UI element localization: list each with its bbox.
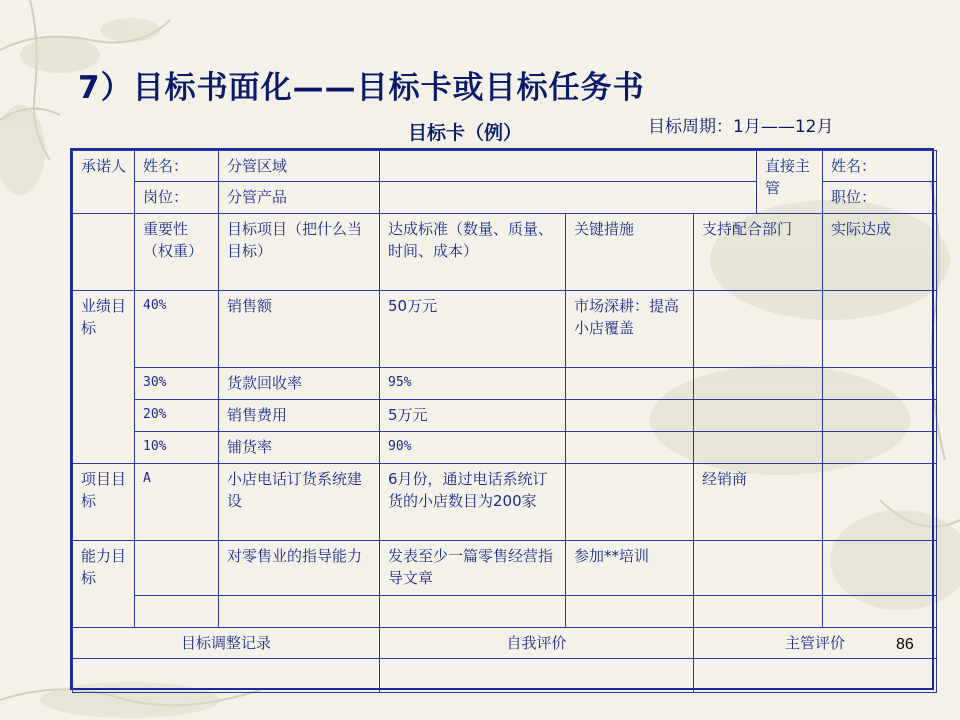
weight-cell: 10% xyxy=(135,432,219,464)
self-eval-value xyxy=(380,659,694,693)
item-cell: 小店电话订货系统建设 xyxy=(219,464,380,541)
standard-cell: 90% xyxy=(380,432,566,464)
target-period: 目标周期：1月——12月 xyxy=(648,117,834,137)
table-row xyxy=(73,596,937,628)
standard-cell: 6月份，通过电话系统订货的小店数目为200家 xyxy=(380,464,566,541)
measures-cell xyxy=(566,368,694,400)
support-cell xyxy=(694,368,823,400)
standard-cell: 发表至少一篇零售经营指导文章 xyxy=(380,541,566,596)
column-header-row xyxy=(73,214,937,291)
support-cell xyxy=(694,432,823,464)
table-row xyxy=(73,368,937,400)
standard-header: 达成标准（数量、质量、时间、成本） xyxy=(380,214,566,291)
actual-cell xyxy=(823,464,937,541)
measures-cell xyxy=(566,400,694,432)
supervisor-eval-value xyxy=(694,659,937,693)
measures-cell xyxy=(566,464,694,541)
supervisor-label: 直接主管 xyxy=(757,151,823,214)
page-number: 86 xyxy=(896,636,914,653)
weight-cell xyxy=(135,541,219,596)
support-cell xyxy=(694,291,823,368)
supervisor-eval-label: 主管评价 xyxy=(694,628,937,659)
measures-cell: 参加**培训 xyxy=(566,541,694,596)
page-title: 7）目标书面化——目标卡或目标任务书 xyxy=(78,70,645,106)
weight-cell: 30% xyxy=(135,368,219,400)
ability-label: 能力目标 xyxy=(73,541,135,628)
name-label: 姓名： xyxy=(135,151,219,182)
empty-cell xyxy=(380,596,566,628)
table-row xyxy=(73,464,937,541)
perf-label: 业绩目标 xyxy=(73,291,135,464)
area-value xyxy=(380,151,757,182)
support-header: 支持配合部门 xyxy=(694,214,823,291)
blank-cell xyxy=(73,214,135,291)
standard-cell: 95% xyxy=(380,368,566,400)
target-card-table xyxy=(70,148,934,690)
table-row xyxy=(73,400,937,432)
support-cell xyxy=(694,541,823,596)
importance-header: 重要性（权重） xyxy=(135,214,219,291)
empty-cell xyxy=(566,596,694,628)
standard-cell: 5万元 xyxy=(380,400,566,432)
actual-header: 实际达成 xyxy=(823,214,937,291)
actual-cell xyxy=(823,400,937,432)
area-label: 分管区域 xyxy=(219,151,380,182)
actual-cell xyxy=(823,291,937,368)
adjust-record-label: 目标调整记录 xyxy=(73,628,380,659)
product-value xyxy=(380,182,757,214)
table-row xyxy=(73,541,937,596)
item-cell: 铺货率 xyxy=(219,432,380,464)
item-cell: 对零售业的指导能力 xyxy=(219,541,380,596)
product-label: 分管产品 xyxy=(219,182,380,214)
table-row xyxy=(73,291,937,368)
project-label: 项目目标 xyxy=(73,464,135,541)
supervisor-name-label: 姓名： xyxy=(823,151,937,182)
empty-cell xyxy=(219,596,380,628)
self-eval-label: 自我评价 xyxy=(380,628,694,659)
empty-cell xyxy=(135,596,219,628)
promisor-label: 承诺人 xyxy=(73,151,135,214)
standard-cell: 50万元 xyxy=(380,291,566,368)
measures-header: 关键措施 xyxy=(566,214,694,291)
weight-cell: A xyxy=(135,464,219,541)
supervisor-post-label: 职位： xyxy=(823,182,937,214)
actual-cell xyxy=(823,541,937,596)
table-row xyxy=(73,432,937,464)
item-cell: 销售额 xyxy=(219,291,380,368)
weight-cell: 20% xyxy=(135,400,219,432)
measures-cell: 市场深耕：提高小店覆盖 xyxy=(566,291,694,368)
item-header: 目标项目（把什么当目标） xyxy=(219,214,380,291)
empty-cell xyxy=(694,596,823,628)
measures-cell xyxy=(566,432,694,464)
adjust-record-value xyxy=(73,659,380,693)
item-cell: 货款回收率 xyxy=(219,368,380,400)
empty-cell xyxy=(823,596,937,628)
support-cell xyxy=(694,400,823,432)
table-row xyxy=(73,151,937,182)
actual-cell xyxy=(823,432,937,464)
position-label: 岗位： xyxy=(135,182,219,214)
weight-cell: 40% xyxy=(135,291,219,368)
footer-value-row xyxy=(73,659,937,693)
item-cell: 销售费用 xyxy=(219,400,380,432)
actual-cell xyxy=(823,368,937,400)
footer-header-row xyxy=(73,628,937,659)
support-cell: 经销商 xyxy=(694,464,823,541)
card-title: 目标卡（例） xyxy=(408,122,523,144)
